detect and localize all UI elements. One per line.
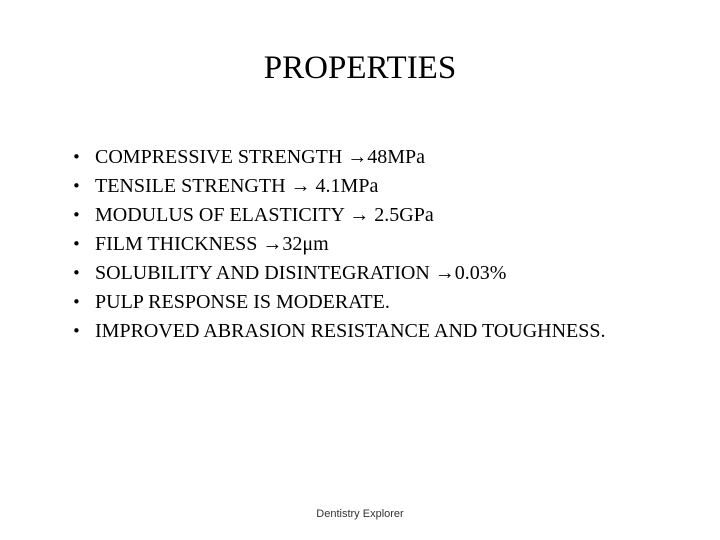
bullet-text: MODULUS OF ELASTICITY → 2.5GPa [95, 204, 434, 226]
list-item [72, 288, 672, 317]
list-item [72, 143, 672, 172]
list-item [72, 201, 672, 230]
slide-title: PROPERTIES [263, 50, 457, 86]
list-item [72, 317, 672, 346]
footer-text: Dentistry Explorer [316, 508, 404, 520]
bullet-icon: • [72, 206, 81, 224]
list-item [72, 172, 672, 201]
bullet-text: FILM THICKNESS →32μm [95, 233, 329, 255]
bullet-text: COMPRESSIVE STRENGTH →48MPa [95, 146, 426, 168]
bullet-text: TENSILE STRENGTH → 4.1MPa [95, 175, 379, 197]
bullet-icon: • [72, 235, 81, 253]
bullet-icon: • [72, 322, 81, 340]
bullet-text: IMPROVED ABRASION RESISTANCE AND TOUGHNESS. [95, 320, 606, 342]
list-item [72, 230, 672, 259]
bullet-list [72, 143, 672, 346]
bullet-text: SOLUBILITY AND DISINTEGRATION →0.03% [95, 262, 507, 284]
bullet-icon: • [72, 148, 81, 166]
list-item [72, 259, 672, 288]
bullet-icon: • [72, 264, 81, 282]
bullet-icon: • [72, 177, 81, 195]
bullet-text: PULP RESPONSE IS MODERATE. [95, 291, 390, 313]
bullet-icon: • [72, 293, 81, 311]
